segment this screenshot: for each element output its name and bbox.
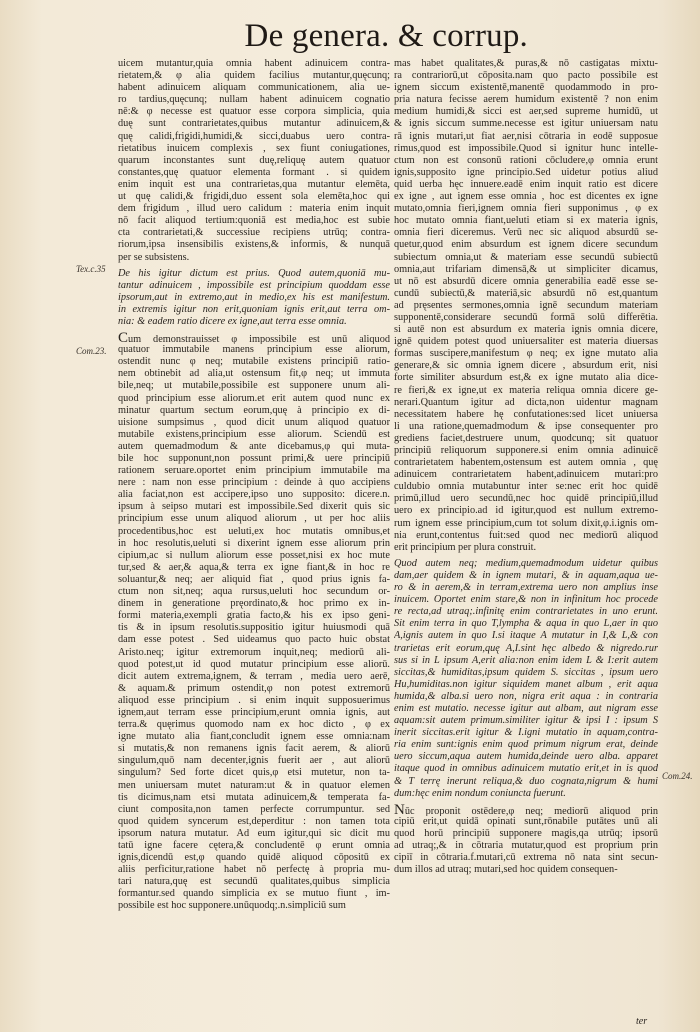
text-line: culdubio omnia mutabuntur inter se:nec erit hoc quidē: [394, 481, 658, 493]
text-line: mutato,omnia fieri,ignem omnia fieri supponimus , φ ex: [394, 203, 658, 215]
text-line: igne mutato alia fiant,concludit ignem esse omnia:nam: [118, 731, 390, 743]
margin-note-commentary-ref: Com.23.: [76, 346, 107, 356]
text-line: cta contrarietati,& successiue recipiens utrūq; contra-: [118, 227, 390, 239]
text-line: nē:& φ necesse est quatuor esse corpora simplicia, quia: [118, 106, 390, 118]
text-line: trarietas erit eorum,quę A,I.sint hęc albedo & nigredo.rur: [394, 642, 658, 654]
text-line: ignem siccum existentē,manentē quodammodo in pro-: [394, 82, 658, 94]
text-line: De his igitur dictum est prius. Quod autem,quoniā mu-: [118, 267, 390, 279]
text-line: possibile est hoc supponere.unūquodq;.n.simpliciū sum: [118, 900, 346, 912]
text-line: quod quidem syncerum est,deperditur : non tamen tota: [118, 815, 390, 827]
text-line: ut nō est absurdū dicere omnia generabilia eadē esse se-: [394, 275, 658, 287]
text-line: principium esse unum aliquod aliorum , ut per hoc aliis: [118, 513, 390, 525]
text-line: tis & in ipsum resolutis.suppositio igitur huiusmodi quā: [118, 622, 390, 634]
text-line: aliis perficitur,ratione habet nō perfectę à propria mu-: [118, 864, 390, 876]
text-line: inuicem. Oportet enim stare,& non in infinitum hoc procede: [394, 594, 658, 606]
text-line: habent adinuicem aliquam communicationem, alia ue-: [118, 82, 390, 94]
text-line: enim est mutatio. necesse igitur aut albam, aut nigram esse: [394, 702, 658, 714]
text-line: terra.& quęrimus quomodo nam ex hoc dicto , φ ex: [118, 719, 390, 731]
text-line: medium humidi,& sicci est aer,sed supreme humidū, ut: [394, 106, 658, 118]
text-line: ra contrariorū,ut cōposita.nam quo pacto possibile est: [394, 70, 658, 82]
text-line: quod potest,ut id quod mutatur principium esse aliorū.: [118, 658, 390, 670]
text-line: nia: & eadem ratio dicere ex igne,aut terra esse omnia.: [118, 315, 347, 327]
text-line: quid uerba hęc innuere.eadē enim inquit ratio est dicere: [394, 178, 658, 190]
text-line: ex igne , aut ignem esse omnia , hoc est dicentes ex igne: [394, 191, 658, 203]
text-line: ad utraq;,& in cōtraria mutatur,quod est proprium prin: [394, 840, 658, 851]
text-line: tur,sed & aer,& aqua,& terra ex igne fiant,& in hoc re: [118, 561, 390, 573]
text-line: contrarietatem habentem,ostensum est autem omnia , quę: [394, 457, 658, 469]
text-line: quę calidi,frigidi,humidi,& sicci,duabus uero contra-: [118, 130, 390, 142]
left-text-column: [118, 58, 390, 978]
text-line: rimus,quod est impossibile.Quod si ignitur hunc intelle-: [394, 142, 658, 154]
text-line: riorum,ipsa insensibilis existens,& informis, & nunquā: [118, 239, 390, 251]
text-line: enim inquit est una contrarietas,qua mutantur elemēta,: [118, 178, 390, 190]
text-line: rum ignem esse principium,cum tot solum dixit,φ.i.ignis om-: [394, 517, 658, 529]
text-line: tari natura,quę est secundū qualitates,quibus simplicia: [118, 876, 390, 888]
text-line: duę sunt contrarietates,quibus mutantur adinuicem,&: [118, 118, 390, 130]
text-line: constantes,quę quatuor elementa formant . si quidem: [118, 166, 390, 178]
text-line: cundū subiectū,& materiā,sic absurdū nō est,quantum: [394, 287, 658, 299]
text-line: sus si in L ipsum A,erit alia:non enim idem L & I:erit autem: [394, 654, 658, 666]
text-line: uisione sumpsimus , quod dicit unum aliquod quatuor: [118, 416, 390, 428]
text-line: si autē non est absurdum ex materia ignis omnia dicere,: [394, 324, 658, 336]
text-line: men uniuersam mutet naturam:ut & in quatuor elemen: [118, 779, 390, 791]
text-line: ro tardius,quęcunq; nullam habent adinuicem cognatio: [118, 94, 390, 106]
right-text-column: [394, 58, 658, 1018]
text-line: rationem seruare.oportet enim principium immutabile ma: [118, 465, 390, 477]
text-line: ut quę calidi,& frigidi,duo essent sola elemēta,hoc qui: [118, 191, 390, 203]
text-line: li una ratione,quemadmodum & ipse consequenter pro: [394, 420, 658, 432]
text-line: re fieri,& ex igne,ut ex materia reliqua omnia dicere ge-: [394, 384, 658, 396]
text-line: ipsorum natura mutatur. Ad eum igitur,qui sic dicit mu: [118, 827, 390, 839]
text-line: tantur adinuicem , impossibile est principium quoddam esse: [118, 279, 390, 291]
text-line: dicit autem extrema,ignem, & terram , media uero aerē,: [118, 670, 390, 682]
text-line: ad pręsentes sermones,omnia ignē secundum materiam: [394, 299, 658, 311]
text-line: singulum,quō nam decenter,ignis fuerit aer , aut aliorū: [118, 755, 390, 767]
catchword: ter: [636, 1016, 648, 1027]
text-line: A,ignis autem in quo I.si itaque A mutatur in I,& L,& con: [394, 630, 658, 642]
text-line: & ignis siccum summe.necesse est igitur uniuersam natu: [394, 118, 658, 130]
text-line: dinem in generatione pręordinato,& hoc primo ex in-: [118, 598, 390, 610]
text-line: nere : nam non esse principium : deinde à quo accipiens: [118, 477, 390, 489]
text-line: rietatem,& φ alia quidem facilius mutantur,quęcunq;: [118, 70, 390, 82]
text-line: dem frigidum , illud uero calidum : materia enim inquit: [118, 203, 390, 215]
text-line: rietatibus inuicem complexis , sex fiunt coniugationes,: [118, 142, 390, 154]
text-line: quetur,quod enim absurdum est ignem dicere secundum: [394, 239, 658, 251]
text-line: formi materia,exempli gratia facto,& his ex ipso geni-: [118, 610, 390, 622]
margin-note-text-ref: Tex.c.35: [76, 264, 106, 274]
text-line: aquam:sit autem primum.similiter igitur & ipsi I : ipsum S: [394, 715, 658, 727]
text-line: ostendit nunc φ neq; mutabile existens principiū ratio-: [118, 356, 390, 368]
text-line: quod principium esse aliorum.et erit autem quod nunc ex: [118, 392, 390, 404]
text-line: dum illos ad utraq; mutari,sed hoc quidem consequen-: [394, 864, 618, 876]
text-line: omnia,aut trifariam dimensā,& ut simpliciter dicamus,: [394, 263, 658, 275]
text-line: dam,aer quidem & in ignem mutari, & in aquam,aqua ue-: [394, 569, 658, 581]
text-line: subiectum omnia,ut & materiam esse secundū subiectū: [394, 251, 658, 263]
text-line: uero siccum,aqua autem humida,deinde uero alba. apparet: [394, 751, 658, 763]
text-line: ctum non sit,neq; aqua rursus,ueluti hoc secundum or-: [118, 586, 390, 598]
text-line: ipsorum,aut in extremo,aut in medio,ex his est manifestum.: [118, 291, 390, 303]
text-line: procedentibus,hoc est ueluti,ex hoc mutatis omnibus,et: [118, 525, 390, 537]
text-line: tatū igne facere cętera,& concludentē φ erunt omnia: [118, 840, 390, 851]
text-line: humida,& alba.si uero non, nigra erit aqua : in contraria: [394, 690, 658, 702]
text-line: cipiū erit,ut quidā opinati sunt,rōnabile putātes unū ali: [394, 815, 658, 827]
text-line: bile,neq; ut mutabile,possibile est supponere unum ali-: [118, 380, 390, 392]
text-line: bile hoc supponunt,non possunt primi,& uere principiū: [118, 453, 390, 464]
running-head: De genera. & corrup.: [244, 18, 528, 54]
text-line: dum:hęc enim nondum coniuncta fuerunt.: [394, 787, 566, 799]
text-line: Quod autem neq; medium,quemadmodum uidetur quibus: [394, 557, 658, 569]
text-line: cipium,ac si nullum aliorum esse posset,nisi ex hoc mute: [118, 549, 390, 561]
text-line: uero ex principio.ad id igitur,quod est nullum extremo-: [394, 505, 658, 517]
text-line: ignem,aut terram esse principium,erunt omnia ignis, aut: [118, 706, 390, 718]
margin-note-commentary-ref-right: Com.24.: [662, 771, 693, 781]
text-line: per se subsistens.: [118, 251, 190, 263]
text-line: aliquod esse principium . si enim inquit supposuerimus: [118, 694, 390, 706]
text-line: itaque quod in omnibus adinuicem mutatio erit,et in is quod: [394, 763, 658, 775]
text-line: ignis,supposito igne principio.Sed uidetur potius aliud: [394, 166, 658, 178]
text-line: Nūc proponit ostēdere,φ neq; mediorū aliquod prin: [394, 803, 658, 816]
text-line: ro & in aerem,& in terram,extrema uero non amplius inse: [394, 582, 658, 594]
text-line: supponentē,considerare secundū formā solū differētia.: [394, 311, 658, 323]
text-line: quod horū principiū supponere magis,qa utrūq; ipsorū: [394, 827, 658, 839]
text-line: ctum non est consonū rationi cōcludere,φ omnia erunt: [394, 154, 658, 166]
text-line: minatur quartum sectum eorum,quę à principio ex di-: [118, 404, 390, 416]
text-line: primū,illud uero secundū,nec hoc quidē principiū,illud: [394, 493, 658, 505]
text-line: omnia fieri diceremus. Verū nec sic aliquod absurdū se-: [394, 227, 658, 239]
text-line: mutabile existens,principium esse aliorum. Sciendū est: [118, 428, 390, 440]
text-line: hoc mutato omnia fiant,ueluti etiam si ex materia ignis,: [394, 215, 658, 227]
text-line: nerari.Quantum igitur ad dicta,non uidentur magnam: [394, 396, 658, 408]
text-line: ignis,dicendū est,φ quando quidē aliquod cōpositū ex: [118, 852, 390, 864]
text-line: generare,& sic omnia ignem dicere , absurdum erit, nisi: [394, 360, 658, 372]
text-line: & T terrę inerunt reliqua,& duo cognata,nigrum & humi: [394, 775, 658, 787]
text-line: ipsum à seipso mutari est impossibile.Sed dixerit quis sic: [118, 501, 390, 513]
text-line: formas suscipere,manifestum φ neq; ex igne mutato alia: [394, 348, 658, 360]
text-line: in hoc resolutis,ueluti si dixerint ignem esse aliorum prin: [118, 537, 390, 549]
text-line: grediens faciet,destruere unum, quodcunq; sit quatuor: [394, 432, 658, 444]
text-line: quarum inconstantes sunt duę,reliquę autem quatuor: [118, 154, 390, 166]
text-line: re recta,ad utraq;.infinitę enim contrarietates in uno erunt.: [394, 606, 658, 618]
text-line: erit principium per plura construit.: [394, 541, 537, 553]
text-line: dam esse potest . Sed uideamus quo pacto huic obstat: [118, 634, 390, 646]
text-line: Sit enim terra in quo T,lympha & aqua in quo L,aer in quo: [394, 618, 658, 630]
text-line: si mutatis,& non remanens ignis facit aerem, & aliorū: [118, 743, 390, 755]
text-line: nem obtinebit ad alia,ut ostensum fit,φ neq; ut immuta: [118, 368, 390, 380]
text-line: inerit siccitas.erit igitur & I.igni mutatio in aquam,contra-: [394, 727, 658, 739]
text-line: formantur.sed quando simplicia ex se mutuo fiunt , im-: [118, 888, 390, 900]
text-line: alia faciat,non est accipere,ipso uno supposito: dicere.n.: [118, 489, 390, 501]
text-line: mas habet qualitates,& puras,& nō castigatas mixtu-: [394, 58, 658, 69]
text-line: pria natura fecisse aerem humidum existentē ? non enim: [394, 94, 658, 106]
text-line: in extremis igitur non erit,quoniam ignis erit,aut terra om-: [118, 303, 390, 315]
text-line: uicem mutantur,quia omnia habent adinuicem contra-: [118, 58, 390, 69]
text-line: forte similiter absurdum est,& ex igne mutato alia dice-: [394, 372, 658, 384]
text-line: necessitatem habere hę confutationes:sed licet uniuersa: [394, 408, 658, 420]
text-line: & aquam.& primum ostendit,φ non potest extremorū: [118, 682, 390, 694]
text-line: siccitas,& humiditas,ipsum quidem S. siccitas , ipsum uero: [394, 666, 658, 678]
text-line: Cum demonstrauisset φ impossibile est unū aliquod: [118, 332, 390, 345]
text-line: Aristo.neq; igitur extremorum inquit,neq; mediorū ali-: [118, 646, 390, 658]
text-line: ria enim sunt:ignis enim quod primum nigrum erat, deinde: [394, 739, 658, 751]
text-line: ignē quidem potest quod uniuersaliter est materia diuersas: [394, 336, 658, 348]
text-line: rā ignis mutari,ut fiat aer,nisi cōtraria in eodē supposue: [394, 130, 658, 142]
text-line: soluantur,& neq; aer aliquid fiat , quod prius ignis fa-: [118, 573, 390, 585]
text-line: ciunt composita,non tamen perfecte corrumpuntur. sed: [118, 803, 390, 815]
text-line: adinuicem contrarietatem habent,adinuicem mutari:pro: [394, 469, 658, 481]
text-line: cipiī in cōtraria.f.mutari,cū extrema nō nata sint secun-: [394, 852, 658, 864]
text-line: quatuor immutabile manens principium esse aliorum,: [118, 344, 390, 356]
text-line: singulum? Sed forte dicet quis,φ etsi mutetur, non ta-: [118, 767, 390, 779]
text-line: tis dicimus,nam etsi mutata adinuicem,& temperata fa-: [118, 791, 390, 803]
text-line: principiū reliquorum supponere.si enim omnia adinuicē: [394, 445, 658, 456]
text-line: nō facit aliquod tertium:quoniā est media,hoc est subie: [118, 215, 390, 227]
text-line: autem quemadmodum & ante dicebamus,φ qui muta-: [118, 440, 390, 452]
text-line: Hu,humiditas.non igitur siquidem manet album , erit aqua: [394, 678, 658, 690]
text-line: nia erunt,contentus fuit:sed quod nec mediorū aliquod: [394, 529, 658, 541]
